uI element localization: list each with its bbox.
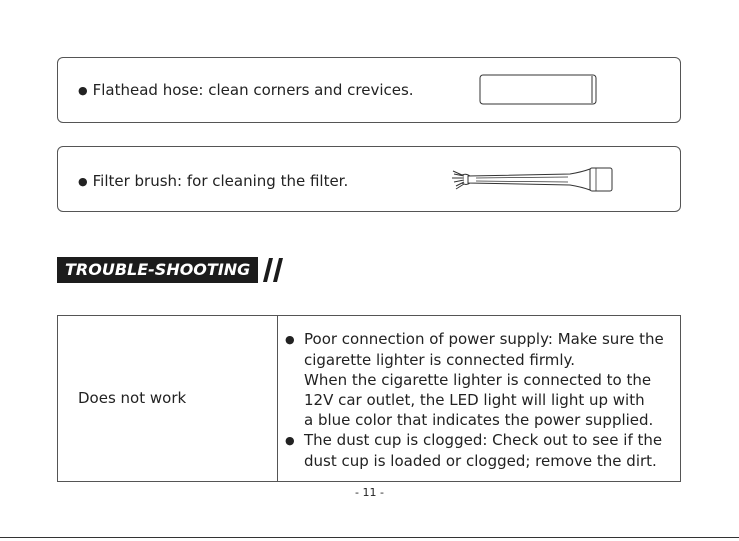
flathead-hose-icon	[478, 73, 602, 107]
double-slash-icon	[262, 257, 284, 283]
bullet: ●	[285, 434, 295, 447]
solution-line: cigarette lighter is connected firmly.	[304, 351, 576, 369]
section-heading	[57, 257, 284, 283]
accessory-description: Filter brush: for cleaning the filter.	[92, 172, 349, 190]
solution-line: When the cigarette lighter is connected to the	[304, 371, 652, 389]
accessory-text	[78, 172, 348, 191]
solution-line: 12V car outlet, the LED light will light up with	[304, 391, 645, 409]
solution-line: ● The dust cup is clogged: Check out to see if the	[285, 431, 663, 449]
bullet: ●	[78, 84, 88, 97]
page-number: - 11 -	[355, 486, 384, 499]
solution-line: a blue color that indicates the power supplied.	[304, 411, 654, 429]
solution-cell	[285, 329, 677, 471]
bullet: ●	[78, 175, 88, 188]
accessory-flathead-hose	[57, 57, 681, 123]
section-title: TROUBLE-SHOOTING	[57, 257, 258, 283]
accessory-filter-brush	[57, 146, 681, 212]
troubleshooting-table	[57, 315, 681, 482]
problem-cell: Does not work	[78, 389, 187, 407]
bottom-rule	[0, 537, 739, 538]
accessory-description: Flathead hose: clean corners and crevices.	[92, 81, 414, 99]
table-divider	[277, 316, 278, 481]
filter-brush-icon	[450, 162, 622, 198]
solution-line: dust cup is loaded or clogged; remove the dirt.	[304, 452, 657, 470]
bullet: ●	[285, 333, 295, 346]
solution-line: ● Poor connection of power supply: Make sure the	[285, 330, 664, 348]
accessory-text	[78, 81, 414, 100]
